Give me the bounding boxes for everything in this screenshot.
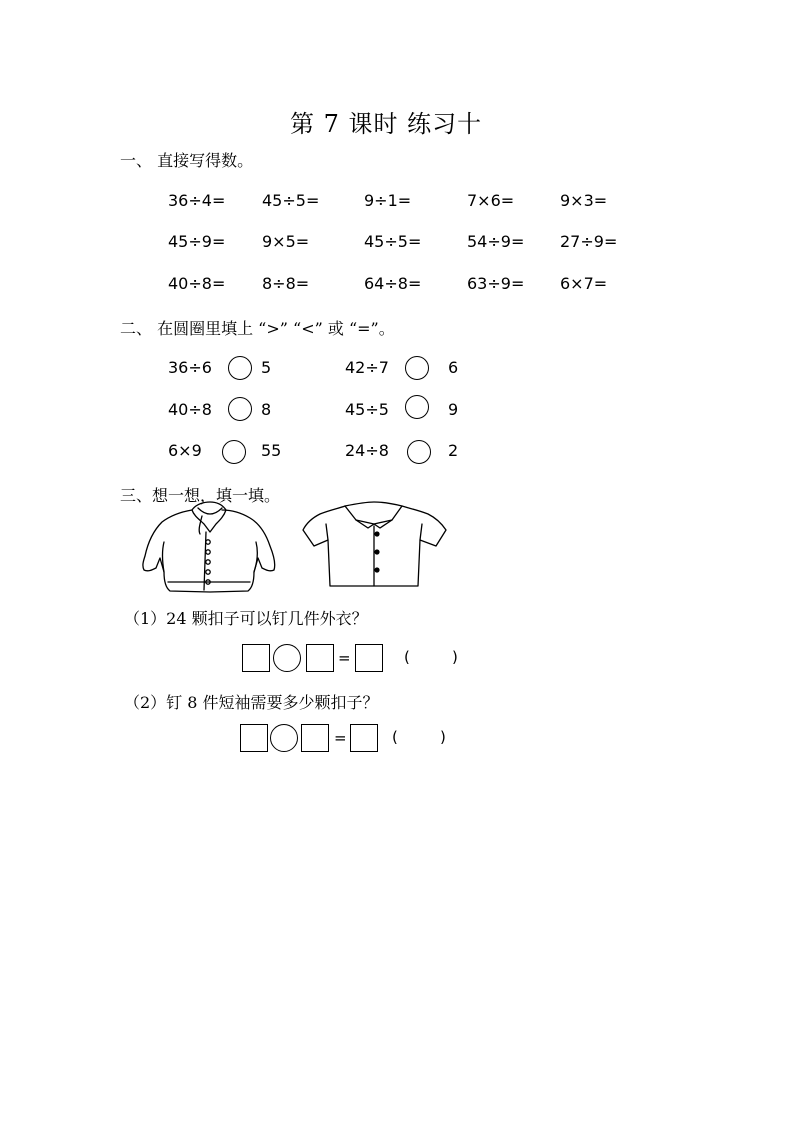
compare-left: 6×9 [168,441,202,460]
compare-circle[interactable] [228,397,252,421]
calc-item[interactable]: 63÷9= [467,274,525,293]
result-box[interactable] [355,644,383,672]
operator-circle[interactable] [270,724,298,752]
calc-item[interactable]: 45÷5= [262,191,320,210]
compare-left: 40÷8 [168,400,212,419]
calc-item[interactable]: 9÷1= [364,191,412,210]
answer-box[interactable] [240,724,268,752]
page-title: 第 7 课时 练习十 [290,110,483,138]
answer-box[interactable] [301,724,329,752]
compare-circle[interactable] [228,356,252,380]
calc-item[interactable]: 64÷8= [364,274,422,293]
equals-sign: = [334,729,347,747]
calc-item[interactable]: 36÷4= [168,191,226,210]
compare-right: 9 [448,400,459,419]
compare-circle[interactable] [405,356,429,380]
calc-item[interactable]: 9×3= [560,191,608,210]
compare-circle[interactable] [222,440,246,464]
calc-item[interactable]: 45÷9= [168,232,226,251]
compare-right: 5 [261,358,272,377]
unit-paren-close: ) [440,728,446,746]
section-3-heading: 三、想一想，填一填。 [120,486,281,505]
calc-item[interactable]: 45÷5= [364,232,422,251]
short-sleeve-shirt-icon [300,500,450,590]
answer-box[interactable] [242,644,270,672]
equals-sign: = [338,649,351,667]
compare-right: 8 [261,400,272,419]
question-1: （1）24 颗扣子可以钉几件外衣？ [124,609,368,628]
calc-item[interactable]: 6×7= [560,274,608,293]
unit-paren-open: ( [392,728,398,746]
compare-left: 36÷6 [168,358,212,377]
section-1-heading: 一、 直接写得数。 [120,151,254,170]
operator-circle[interactable] [273,644,301,672]
compare-left: 24÷8 [345,441,389,460]
compare-circle[interactable] [405,395,429,419]
compare-left: 42÷7 [345,358,389,377]
calc-item[interactable]: 7×6= [467,191,515,210]
result-box[interactable] [350,724,378,752]
jacket-icon [140,502,280,594]
compare-right: 6 [448,358,459,377]
calc-item[interactable]: 9×5= [262,232,310,251]
compare-right: 2 [448,441,459,460]
calc-item[interactable]: 27÷9= [560,232,618,251]
compare-circle[interactable] [407,440,431,464]
calc-item[interactable]: 8÷8= [262,274,310,293]
compare-left: 45÷5 [345,400,389,419]
section-2-heading: 二、 在圆圈里填上 “>” “<” 或 “=”。 [120,319,395,338]
calc-item[interactable]: 40÷8= [168,274,226,293]
calc-item[interactable]: 54÷9= [467,232,525,251]
unit-paren-open: ( [404,648,410,666]
answer-box[interactable] [306,644,334,672]
question-2: （2）钉 8 件短袖需要多少颗扣子？ [124,693,379,712]
unit-paren-close: ) [452,648,458,666]
compare-right: 55 [261,441,282,460]
